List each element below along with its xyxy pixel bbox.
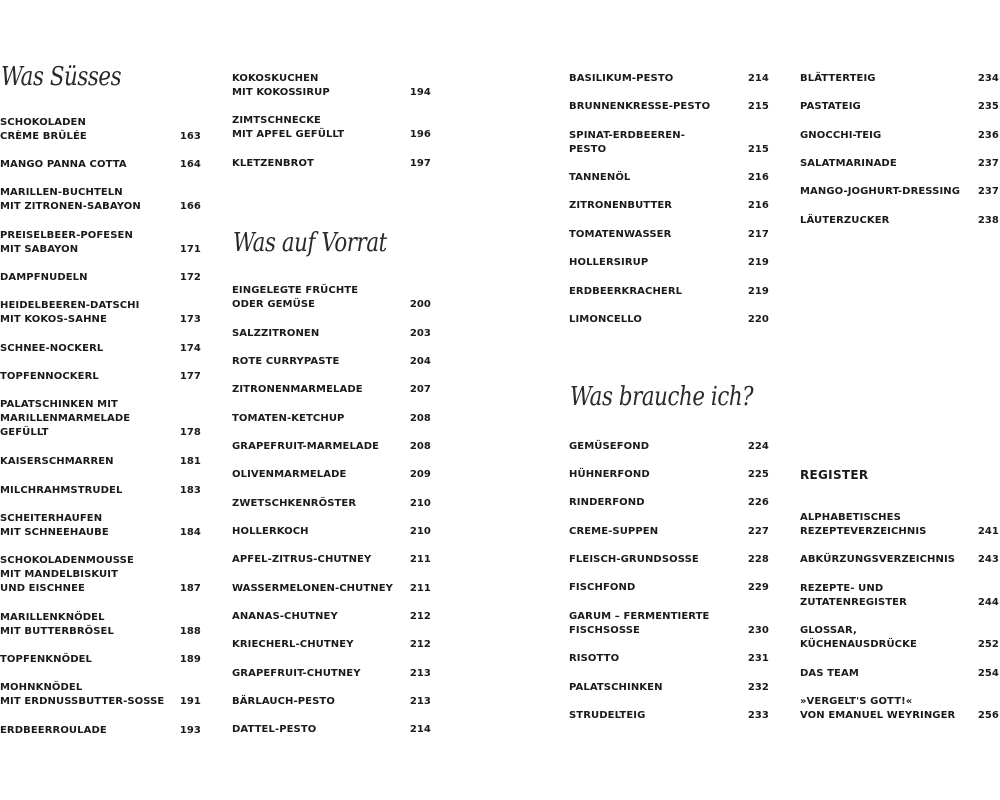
index-entry[interactable] — [232, 72, 431, 100]
index-entry[interactable] — [569, 72, 769, 86]
entry-page-number: 232 — [747, 682, 769, 693]
entry-page-number: 197 — [409, 158, 431, 169]
index-entry[interactable] — [800, 100, 999, 114]
entry-title: ZITRONENMARMELADE — [232, 384, 363, 395]
entry-title: KRIECHERL-CHUTNEY — [232, 639, 354, 650]
index-entry[interactable] — [569, 129, 769, 157]
section-heading-was-süsses: Was Süsses — [1, 62, 122, 92]
entry-title: GRAPEFRUIT-CHUTNEY — [232, 668, 361, 679]
index-entry[interactable] — [0, 342, 201, 356]
entry-page-number: 237 — [977, 186, 999, 197]
entry-title: MOHNKNÖDEL MIT ERDNUSSBUTTER-SOSSE — [0, 682, 165, 707]
entry-title: »VERGELT'S GOTT!« VON EMANUEL WEYRINGER — [800, 696, 956, 721]
entry-title: RISOTTO — [569, 653, 620, 664]
entry-page-number: 208 — [409, 413, 431, 424]
entry-title: SCHNEE-NOCKERL — [0, 343, 104, 354]
entry-title: MANGO-JOGHURT-DRESSING — [800, 186, 961, 197]
entry-page-number: 237 — [977, 158, 999, 169]
index-entry[interactable] — [800, 667, 999, 681]
index-entry[interactable] — [0, 484, 201, 498]
entry-page-number: 229 — [747, 582, 769, 593]
entry-title: GLOSSAR, KÜCHENAUSDRÜCKE — [800, 625, 917, 650]
entry-page-number: 181 — [179, 456, 201, 467]
index-entry[interactable] — [800, 582, 999, 610]
entry-title: REZEPTE- UND ZUTATENREGISTER — [800, 583, 907, 608]
entry-page-number: 177 — [179, 371, 201, 382]
entry-page-number: 234 — [977, 73, 999, 84]
entry-page-number: 238 — [977, 215, 999, 226]
entry-title: TOPFENNOCKERL — [0, 371, 99, 382]
entry-title: MARILLENKNÖDEL MIT BUTTERBRÖSEL — [0, 612, 114, 637]
index-entry[interactable] — [232, 525, 431, 539]
entry-page-number: 231 — [747, 653, 769, 664]
entry-page-number: 235 — [977, 101, 999, 112]
index-entry[interactable] — [0, 186, 201, 214]
entry-page-number: 213 — [409, 696, 431, 707]
entry-title: TOPFENKNÖDEL — [0, 654, 93, 665]
entry-title: PASTATEIG — [800, 101, 861, 112]
section-heading-was-auf-vorrat: Was auf Vorrat — [233, 228, 387, 258]
index-entry[interactable] — [800, 72, 999, 86]
entry-page-number: 212 — [409, 611, 431, 622]
entry-page-number: 215 — [747, 144, 769, 155]
entry-page-number: 172 — [179, 272, 201, 283]
entry-page-number: 211 — [409, 554, 431, 565]
entry-page-number: 214 — [409, 724, 431, 735]
index-entry[interactable] — [0, 681, 201, 709]
entry-title: ABKÜRZUNGSVERZEICHNIS — [800, 554, 956, 565]
entry-title: SCHEITERHAUFEN MIT SCHNEEHAUBE — [0, 513, 109, 538]
entry-title: CREME-SUPPEN — [569, 526, 659, 537]
entry-title: TOMATENWASSER — [569, 229, 672, 240]
entry-page-number: 210 — [409, 498, 431, 509]
index-entry[interactable] — [569, 440, 769, 454]
index-entry[interactable] — [0, 116, 201, 144]
index-entry[interactable] — [569, 256, 769, 270]
entry-page-number: 178 — [179, 427, 201, 438]
entry-page-number: 226 — [747, 497, 769, 508]
entry-page-number: 203 — [409, 328, 431, 339]
index-entry[interactable] — [800, 129, 999, 143]
entry-title: ZITRONENBUTTER — [569, 200, 673, 211]
entry-page-number: 188 — [179, 626, 201, 637]
entry-page-number: 252 — [977, 639, 999, 650]
entry-page-number: 191 — [179, 696, 201, 707]
entry-title: DATTEL-PESTO — [232, 724, 317, 735]
entry-page-number: 254 — [977, 668, 999, 679]
index-entry[interactable] — [232, 157, 431, 171]
index-entry[interactable] — [232, 582, 431, 596]
entry-page-number: 225 — [747, 469, 769, 480]
entry-page-number: 164 — [179, 159, 201, 170]
entry-page-number: 187 — [179, 583, 201, 594]
index-entry[interactable] — [0, 653, 201, 667]
entry-page-number: 184 — [179, 527, 201, 538]
index-entry[interactable] — [800, 695, 999, 723]
index-entry[interactable] — [569, 468, 769, 482]
entry-title: MARILLEN-BUCHTELN MIT ZITRONEN-SABAYON — [0, 187, 141, 212]
entry-title: GNOCCHI-TEIG — [800, 130, 882, 141]
entry-title: HEIDELBEEREN-DATSCHI MIT KOKOS-SAHNE — [0, 300, 140, 325]
entry-title: TOMATEN-KETCHUP — [232, 413, 345, 424]
index-entry[interactable] — [569, 496, 769, 510]
entry-page-number: 212 — [409, 639, 431, 650]
entry-title: SALZZITRONEN — [232, 328, 320, 339]
entry-page-number: 196 — [409, 129, 431, 140]
entry-title: SCHOKOLADEN CRÈME BRÛLÉE — [0, 117, 87, 142]
index-entry[interactable] — [569, 171, 769, 185]
index-entry[interactable] — [232, 383, 431, 397]
index-entry[interactable] — [800, 185, 999, 199]
entry-page-number: 236 — [977, 130, 999, 141]
index-entry[interactable] — [0, 299, 201, 327]
index-entry[interactable] — [0, 554, 201, 596]
entry-title: DAS TEAM — [800, 668, 859, 679]
index-entry[interactable] — [232, 284, 431, 312]
entry-page-number: 174 — [179, 343, 201, 354]
entry-page-number: 256 — [977, 710, 999, 721]
index-entry[interactable] — [232, 327, 431, 341]
index-entry[interactable] — [569, 525, 769, 539]
index-entry[interactable] — [232, 497, 431, 511]
entry-title: ERDBEERROULADE — [0, 725, 107, 736]
index-entry[interactable] — [232, 468, 431, 482]
entry-title: SALATMARINADE — [800, 158, 897, 169]
index-entry[interactable] — [0, 229, 201, 257]
entry-page-number: 243 — [977, 554, 999, 565]
entry-page-number: 233 — [747, 710, 769, 721]
index-entry[interactable] — [569, 313, 769, 327]
entry-title: TANNENÖL — [569, 172, 631, 183]
index-entry[interactable] — [232, 440, 431, 454]
entry-title: SPINAT-ERDBEEREN- PESTO — [569, 130, 685, 155]
entry-title: ZIMTSCHNECKE MIT APFEL GEFÜLLT — [232, 115, 345, 140]
index-entry[interactable] — [800, 214, 999, 228]
entry-title: APFEL-ZITRUS-CHUTNEY — [232, 554, 372, 565]
entry-title: KAISERSCHMARREN — [0, 456, 114, 467]
entry-page-number: 194 — [409, 87, 431, 98]
index-entry[interactable] — [569, 652, 769, 666]
entry-title: HOLLERSIRUP — [569, 257, 649, 268]
index-entry[interactable] — [569, 228, 769, 242]
entry-page-number: 230 — [747, 625, 769, 636]
entry-page-number: 219 — [747, 286, 769, 297]
entry-title: FISCHFOND — [569, 582, 636, 593]
entry-page-number: 209 — [409, 469, 431, 480]
entry-title: BASILIKUM-PESTO — [569, 73, 674, 84]
entry-title: ALPHABETISCHES REZEPTEVERZEICHNIS — [800, 512, 927, 537]
entry-title: PALATSCHINKEN — [569, 682, 663, 693]
entry-title: LIMONCELLO — [569, 314, 642, 325]
index-entry[interactable] — [569, 285, 769, 299]
index-entry[interactable] — [0, 455, 201, 469]
entry-page-number: 214 — [747, 73, 769, 84]
entry-page-number: 216 — [747, 172, 769, 183]
index-entry[interactable] — [569, 610, 769, 638]
index-entry[interactable] — [569, 100, 769, 114]
entry-title: STRUDELTEIG — [569, 710, 646, 721]
entry-page-number: 207 — [409, 384, 431, 395]
index-entry[interactable] — [569, 553, 769, 567]
entry-page-number: 215 — [747, 101, 769, 112]
index-entry[interactable] — [569, 681, 769, 695]
index-entry[interactable] — [800, 511, 999, 539]
entry-page-number: 217 — [747, 229, 769, 240]
register-heading: REGISTER — [800, 468, 869, 482]
entry-title: KOKOSKUCHEN MIT KOKOSSIRUP — [232, 73, 330, 98]
entry-page-number: 220 — [747, 314, 769, 325]
entry-page-number: 163 — [179, 131, 201, 142]
entry-title: BÄRLAUCH-PESTO — [232, 696, 335, 707]
entry-page-number: 213 — [409, 668, 431, 679]
entry-title: OLIVENMARMELADE — [232, 469, 347, 480]
index-entry[interactable] — [0, 158, 201, 172]
entry-page-number: 216 — [747, 200, 769, 211]
entry-page-number: 219 — [747, 257, 769, 268]
entry-title: HOLLERKOCH — [232, 526, 309, 537]
entry-page-number: 241 — [977, 526, 999, 537]
entry-page-number: 173 — [179, 314, 201, 325]
entry-page-number: 193 — [179, 725, 201, 736]
entry-title: ROTE CURRYPASTE — [232, 356, 340, 367]
entry-page-number: 227 — [747, 526, 769, 537]
entry-page-number: 189 — [179, 654, 201, 665]
entry-page-number: 208 — [409, 441, 431, 452]
index-entry[interactable] — [232, 355, 431, 369]
entry-page-number: 171 — [179, 244, 201, 255]
entry-page-number: 244 — [977, 597, 999, 608]
index-entry[interactable] — [0, 724, 201, 738]
entry-title: FLEISCH-GRUNDSOSSE — [569, 554, 699, 565]
entry-page-number: 210 — [409, 526, 431, 537]
entry-title: BRUNNENKRESSE-PESTO — [569, 101, 711, 112]
index-entry[interactable] — [232, 667, 431, 681]
entry-title: ANANAS-CHUTNEY — [232, 611, 338, 622]
entry-page-number: 228 — [747, 554, 769, 565]
entry-title: KLETZENBROT — [232, 158, 314, 169]
entry-title: GEMÜSEFOND — [569, 441, 650, 452]
entry-title: HÜHNERFOND — [569, 469, 650, 480]
index-entry[interactable] — [232, 695, 431, 709]
entry-title: PALATSCHINKEN MIT MARILLENMARMELADE GEFÜLLT — [0, 399, 131, 438]
index-entry[interactable] — [0, 271, 201, 285]
entry-title: EINGELEGTE FRÜCHTE ODER GEMÜSE — [232, 285, 359, 310]
index-entry[interactable] — [232, 638, 431, 652]
entry-page-number: 166 — [179, 201, 201, 212]
index-entry[interactable] — [0, 370, 201, 384]
entry-title: RINDERFOND — [569, 497, 645, 508]
index-entry[interactable] — [232, 553, 431, 567]
entry-title: SCHOKOLADENMOUSSE MIT MANDELBISKUIT UND EISCHNEE — [0, 555, 134, 594]
section-heading-was-brauche-ich: Was brauche ich? — [570, 382, 754, 412]
index-entry[interactable] — [232, 723, 431, 737]
entry-title: ZWETSCHKENRÖSTER — [232, 498, 357, 509]
entry-page-number: 183 — [179, 485, 201, 496]
index-entry[interactable] — [0, 512, 201, 540]
index-entry[interactable] — [800, 157, 999, 171]
entry-title: BLÄTTERTEIG — [800, 73, 876, 84]
index-entry[interactable] — [569, 709, 769, 723]
index-entry[interactable] — [232, 610, 431, 624]
entry-title: ERDBEERKRACHERL — [569, 286, 683, 297]
index-entry[interactable] — [0, 398, 201, 440]
entry-title: LÄUTERZUCKER — [800, 215, 890, 226]
entry-page-number: 200 — [409, 299, 431, 310]
index-entry[interactable] — [800, 553, 999, 567]
entry-title: MANGO PANNA COTTA — [0, 159, 127, 170]
index-entry[interactable] — [569, 581, 769, 595]
entry-title: DAMPFNUDELN — [0, 272, 88, 283]
entry-title: PREISELBEER-POFESEN MIT SABAYON — [0, 230, 133, 255]
index-entry[interactable] — [800, 624, 999, 652]
entry-title: WASSERMELONEN-CHUTNEY — [232, 583, 394, 594]
index-entry[interactable] — [232, 412, 431, 426]
entry-page-number: 224 — [747, 441, 769, 452]
index-entry[interactable] — [0, 611, 201, 639]
entry-title: GARUM – FERMENTIERTE FISCHSOSSE — [569, 611, 710, 636]
entry-page-number: 211 — [409, 583, 431, 594]
entry-title: MILCHRAHMSTRUDEL — [0, 485, 123, 496]
index-entry[interactable] — [569, 199, 769, 213]
entry-page-number: 204 — [409, 356, 431, 367]
entry-title: GRAPEFRUIT-MARMELADE — [232, 441, 380, 452]
index-entry[interactable] — [232, 114, 431, 142]
